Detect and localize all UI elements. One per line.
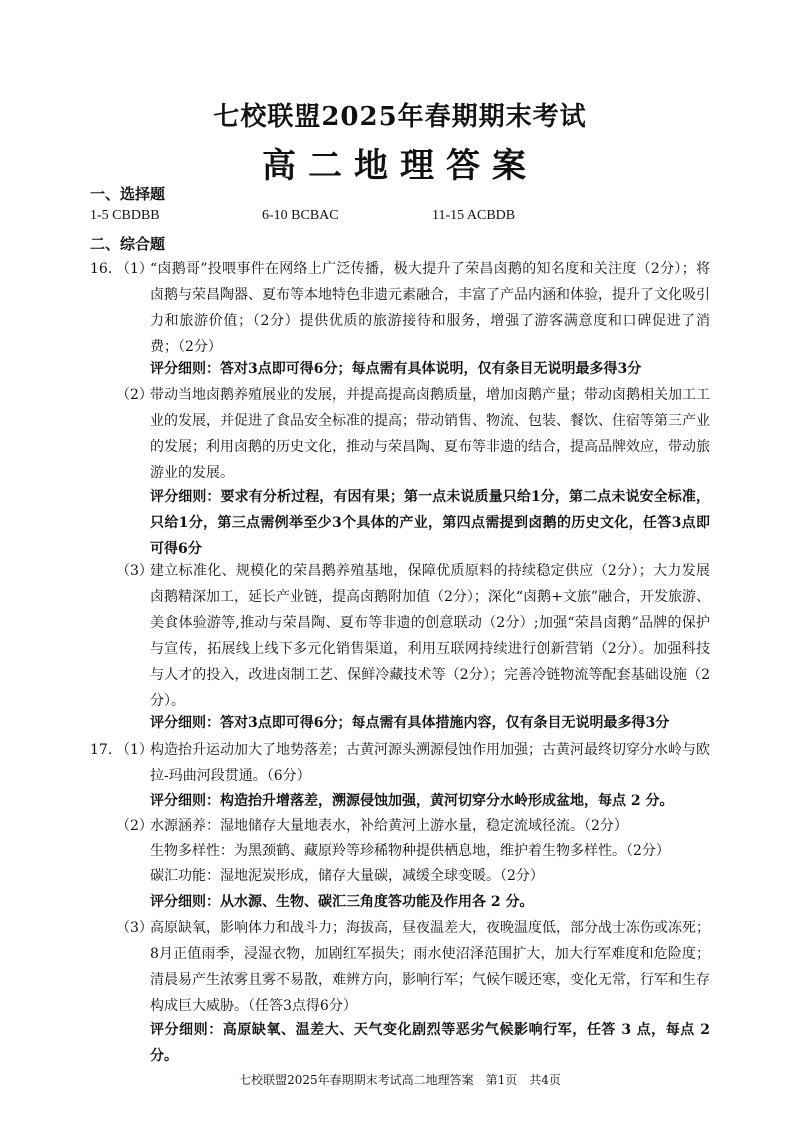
subject-title: 高二地理答案	[262, 146, 538, 186]
q16-part1-number: （1）	[116, 261, 153, 277]
q17-part2-rule: 评分细则：从水源、生物、碳汇三角度答功能及作用各 2 分。	[150, 894, 534, 910]
q16-number: 16.	[90, 261, 113, 277]
section2-heading: 二、综合题	[90, 235, 166, 253]
q17-part3-number: （3）	[116, 920, 153, 936]
q16-part2-number: （2）	[116, 387, 153, 403]
mcq-answers-11-15: 11-15 ACBDB	[432, 208, 516, 223]
mcq-answers-6-10: 6-10 BCBAC	[262, 208, 339, 223]
q17-part2-water: 水源涵养：湿地储存大量地表水，补给黄河上游水量，稳定流域径流。（2分）	[150, 818, 628, 834]
q17-number: 17.	[90, 742, 113, 758]
q16-part1-answer: “卤鹅哥”投喂事件在网络上广泛传播，极大提升了荣昌卤鹅的知名度和关注度（2分）；将卤鹅与荣昌陶器、夏布等本地特色非遗元素融合，丰富了产品内涵和体验，提升了文化吸引力和旅游价值；（2分）提供优质的旅游接待和服务，增强了游客满意度和口碑促进了消费；（2分）	[150, 261, 710, 355]
q16-part3-answer: 建立标准化、规模化的荣昌鹅养殖基地，保障优质原料的持续稳定供应（2分）；大力发展卤鹅精深加工，延长产业链，提高卤鹅附加值（2分）；深化“卤鹅+文旅”融合，开发旅游、美食体验游等,推动与荣昌陶、夏布等非遗的创意联动（2分）;加强“荣昌卤鹅”品牌的保护与宣传，拓展线上线下多元化销售渠道，利用互联网持续进行创新营销（2分）。加强科技与人才的投入，改进卤制工艺、保鲜冷藏技术等（2分）；完善冷链物流等配套基础设施（2分）。	[150, 563, 710, 709]
q17-part2-number: （2）	[116, 818, 153, 834]
q17-part3-answer: 高原缺氧，影响体力和战斗力；海拔高，昼夜温差大，夜晚温度低，部分战士冻伤或冻死；8月正值雨季，浸湿衣物，加剧红军损失；雨水使沼泽范围扩大，加大行军难度和危险度；清晨易产生浓雾且雾不易散，难辨方向，影响行军；气候乍暖还寒，变化无常，行军和生存构成巨大威胁。（任答3点得6分）	[150, 920, 710, 1014]
q16-part3-number: （3）	[116, 563, 153, 579]
q16-part3-rule: 评分细则：答对3点即可得6分；每点需有具体措施内容，仅有条目无说明最多得3分	[150, 715, 670, 731]
q17-part1-number: （1）	[116, 742, 153, 758]
q17-part2-biodiversity: 生物多样性：为黑颈鹤、藏原羚等珍稀物种提供栖息地，维护着生物多样性。（2分）	[150, 843, 670, 859]
q17-part1-rule: 评分细则：构造抬升增落差，溯源侵蚀加强，黄河切穿分水岭形成盆地，每点 2 分。	[150, 793, 674, 809]
q17-part1-answer: 构造抬升运动加大了地势落差；古黄河源头溯源侵蚀作用加强；古黄河最终切穿分水岭与欧拉-玛曲河段贯通。（6分）	[150, 742, 710, 784]
section1-heading: 一、选择题	[90, 185, 166, 203]
mcq-answers-1-5: 1-5 CBDBB	[90, 208, 160, 223]
exam-title: 七校联盟2025年春期期末考试	[213, 102, 587, 132]
page-footer: 七校联盟2025年春期期末考试高二地理答案 第1页 共4页	[239, 1073, 561, 1087]
q17-part2-carbon: 碳汇功能：湿地泥炭形成，储存大量碳，减缓全球变暖。（2分）	[150, 868, 544, 884]
q17-part3-rule: 评分细则：高原缺氧、温差大、天气变化剧烈等恶劣气候影响行军，任答 3 点，每点 2 分。	[150, 1022, 710, 1064]
q16-part2-rule: 评分细则：要求有分析过程，有因有果；第一点未说质量只给1分，第二点未说安全标准，只给1分，第三点需例举至少3个具体的产业，第四点需提到卤鹅的历史文化，任答3点即可得6分	[150, 489, 710, 557]
q16-part1-rule: 评分细则：答对3点即可得6分；每点需有具体说明，仅有条目无说明最多得3分	[150, 361, 642, 377]
q16-part2-answer: 带动当地卤鹅养殖展业的发展，并提高提高卤鹅质量，增加卤鹅产量；带动卤鹅相关加工工业的发展，并促进了食品安全标准的提高；带动销售、物流、包装、餐饮、住宿等第三产业的发展；利用卤鹅的历史文化，推动与荣昌陶、夏布等非遗的结合，提高品牌效应，带动旅游业的发展。	[150, 387, 710, 481]
